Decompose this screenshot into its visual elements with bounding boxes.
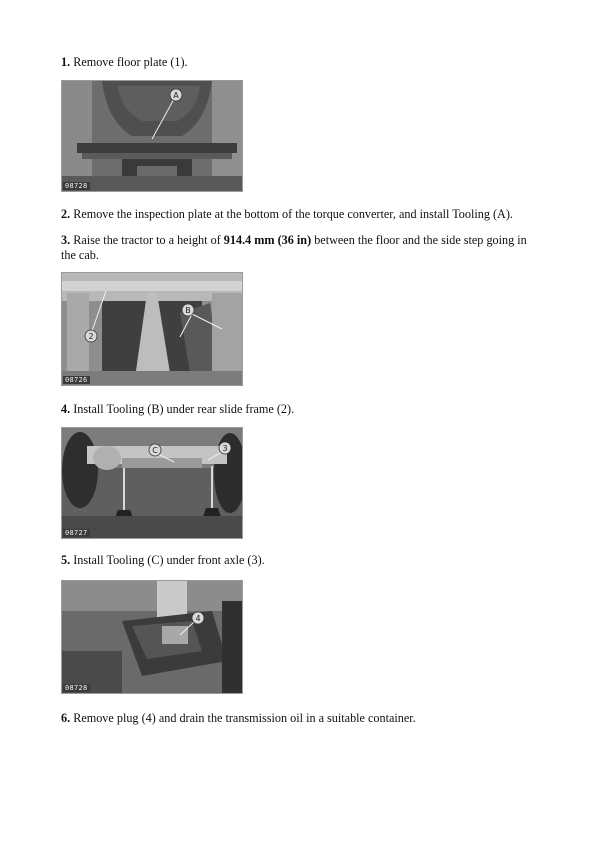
photo-rear-slide-frame — [61, 272, 243, 386]
step-number: 3. — [61, 233, 71, 247]
callout-3-label: 3 — [222, 444, 228, 453]
transmission-plug-illustration — [62, 581, 242, 693]
step-text: Install Tooling (B) under rear slide frame (2). — [73, 402, 295, 416]
photo-code: 08726 — [65, 376, 88, 384]
callout-4-label: 4 — [195, 614, 201, 623]
step-number: 1. — [61, 55, 71, 69]
callout-b-label: B — [185, 306, 191, 315]
rear-slide-frame-illustration — [62, 273, 242, 385]
photo-code: 08728 — [65, 182, 88, 190]
front-axle-illustration — [62, 428, 242, 538]
step-text: Remove plug (4) and drain the transmission oil in a suitable container. — [73, 711, 416, 725]
photo-floor-plate — [61, 80, 243, 192]
step-text-end: between the floor and the side step going in the cab. — [61, 233, 527, 262]
step-6 — [61, 711, 541, 726]
step-height-value: 914.4 mm (36 in) — [223, 233, 312, 247]
step-number: 5. — [61, 553, 71, 567]
step-number: 4. — [61, 402, 71, 416]
photo-transmission-plug — [61, 580, 243, 694]
step-2 — [61, 207, 541, 222]
photo-code: 08728 — [65, 684, 88, 692]
step-5 — [61, 553, 541, 568]
step-text: Remove the inspection plate at the bottom of the torque converter, and install Tooling (A). — [73, 207, 513, 221]
step-number: 2. — [61, 207, 71, 221]
step-3 — [61, 233, 541, 263]
step-text: Remove floor plate (1). — [73, 55, 188, 69]
callout-2-label: 2 — [88, 332, 94, 341]
step-number: 6. — [61, 711, 71, 725]
callout-c-label: C — [152, 446, 158, 455]
photo-front-axle — [61, 427, 243, 539]
step-text: Install Tooling (C) under front axle (3). — [73, 553, 265, 567]
floor-plate-illustration — [62, 81, 242, 191]
step-text-start: Raise the tractor to a height of — [73, 233, 224, 247]
photo-code: 08727 — [65, 529, 88, 537]
callout-a-label: A — [173, 91, 179, 100]
step-1 — [61, 55, 541, 70]
step-4 — [61, 402, 541, 417]
